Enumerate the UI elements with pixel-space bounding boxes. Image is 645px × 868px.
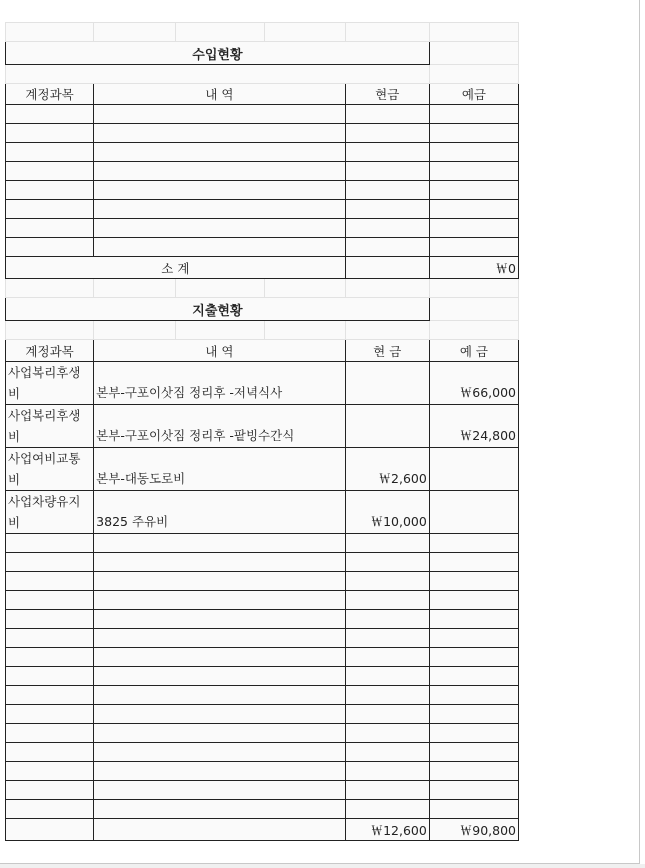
income-row bbox=[6, 219, 519, 238]
income-header-row bbox=[6, 84, 519, 105]
expense-empty-row bbox=[6, 572, 519, 591]
expense-header-row bbox=[6, 340, 519, 362]
expense-header-cash: 현 금 bbox=[345, 340, 429, 362]
income-subtotal-row bbox=[6, 257, 519, 279]
income-row bbox=[6, 200, 519, 219]
expense-account: 사업차량유지비 bbox=[6, 491, 94, 534]
expense-account: 사업복리후생비 bbox=[6, 362, 94, 405]
expense-header-deposit: 예 금 bbox=[429, 340, 518, 362]
expense-empty-row bbox=[6, 629, 519, 648]
expense-cash: ￦10,000 bbox=[345, 491, 429, 534]
income-row bbox=[6, 143, 519, 162]
expense-header-account: 계정과목 bbox=[6, 340, 94, 362]
expense-empty-row bbox=[6, 686, 519, 705]
expense-empty-row bbox=[6, 762, 519, 781]
expense-cash bbox=[345, 362, 429, 405]
income-title-row bbox=[6, 42, 519, 65]
expense-empty-row bbox=[6, 724, 519, 743]
income-row bbox=[6, 162, 519, 181]
expense-account: 사업복리후생비 bbox=[6, 405, 94, 448]
expense-deposit bbox=[429, 448, 518, 491]
expense-empty-row bbox=[6, 667, 519, 686]
blank-row bbox=[6, 321, 519, 340]
expense-deposit: ￦66,000 bbox=[429, 362, 518, 405]
expense-empty-row bbox=[6, 591, 519, 610]
expense-total-row bbox=[6, 819, 519, 841]
expense-deposit: ￦24,800 bbox=[429, 405, 518, 448]
income-row bbox=[6, 124, 519, 143]
expense-header-desc: 내 역 bbox=[94, 340, 345, 362]
income-header-cash: 현금 bbox=[345, 84, 429, 105]
blank-row bbox=[6, 279, 519, 298]
income-header-desc: 내 역 bbox=[94, 84, 345, 105]
income-row bbox=[6, 238, 519, 257]
expense-empty-row bbox=[6, 553, 519, 572]
expense-empty-row bbox=[6, 800, 519, 819]
income-row bbox=[6, 181, 519, 200]
income-row bbox=[6, 105, 519, 124]
income-header-deposit: 예금 bbox=[429, 84, 518, 105]
blank-row bbox=[6, 65, 519, 84]
expense-empty-row bbox=[6, 610, 519, 629]
expense-row bbox=[6, 491, 519, 534]
expense-row bbox=[6, 362, 519, 405]
expense-deposit bbox=[429, 491, 518, 534]
blank-row bbox=[6, 23, 519, 42]
income-title: 수입현황 bbox=[6, 42, 430, 65]
income-subtotal-deposit: ￦0 bbox=[429, 257, 518, 279]
expense-row bbox=[6, 405, 519, 448]
expense-total-cash: ￦12,600 bbox=[345, 819, 429, 841]
expense-total-deposit: ￦90,800 bbox=[429, 819, 518, 841]
expense-cash bbox=[345, 405, 429, 448]
expense-title: 지출현황 bbox=[6, 298, 430, 321]
expense-empty-row bbox=[6, 743, 519, 762]
expense-account: 사업여비교통비 bbox=[6, 448, 94, 491]
expense-cash: ￦2,600 bbox=[345, 448, 429, 491]
income-subtotal-label: 소 계 bbox=[6, 257, 346, 279]
window-bottom-edge bbox=[0, 864, 645, 868]
expense-desc: 본부-대동도로비 bbox=[94, 448, 345, 491]
expense-desc: 본부-구포이삿짐 정리후 -저녁식사 bbox=[94, 362, 345, 405]
expense-empty-row bbox=[6, 705, 519, 724]
expense-empty-row bbox=[6, 781, 519, 800]
expense-row bbox=[6, 448, 519, 491]
expense-empty-row bbox=[6, 534, 519, 553]
expense-empty-row bbox=[6, 648, 519, 667]
expense-title-row bbox=[6, 298, 519, 321]
cashbook-sheet bbox=[5, 22, 519, 841]
expense-desc: 본부-구포이삿짐 정리후 -팥빙수간식 bbox=[94, 405, 345, 448]
income-header-account: 계정과목 bbox=[6, 84, 94, 105]
expense-desc: 3825 주유비 bbox=[94, 491, 345, 534]
